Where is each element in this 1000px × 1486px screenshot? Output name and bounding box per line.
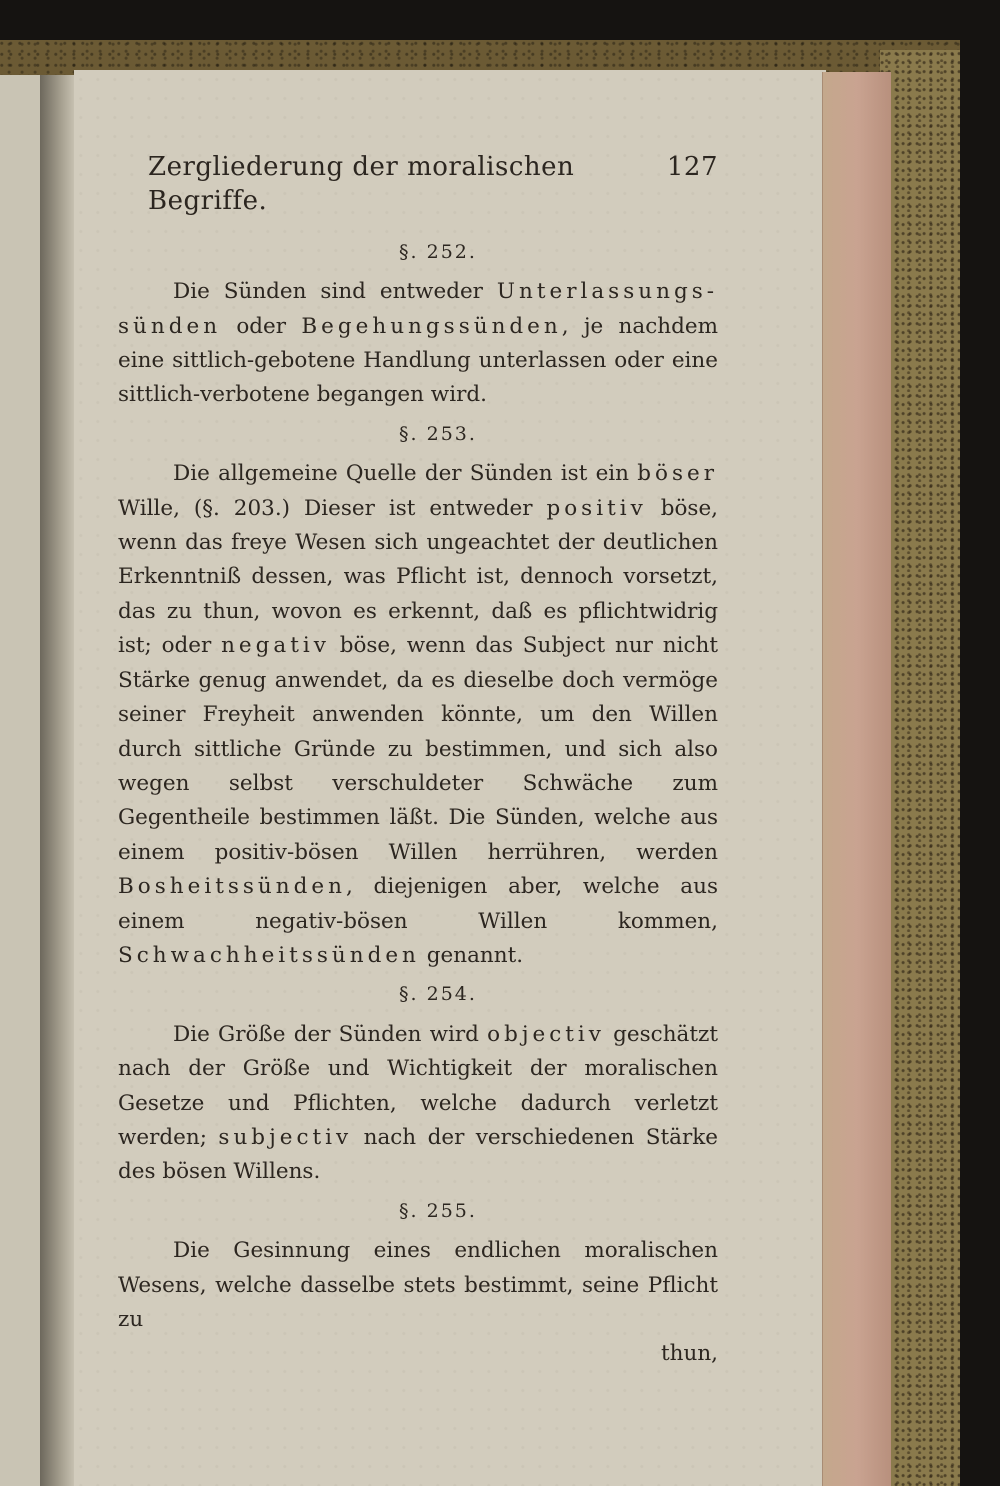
spaced-term: Unterlassungs- — [496, 279, 718, 305]
spaced-term: positiv — [546, 495, 647, 521]
paragraph-text: geschätzt nach der Größe und Wichtigkeit der moralischen Gesetze und Pflichten, welche dadurch verletzt werden; — [118, 1021, 718, 1150]
spaced-term: Begehungssünden — [301, 313, 562, 339]
sections-container — [118, 235, 718, 1338]
section-number: §. 252. — [399, 240, 477, 263]
spaced-term: negativ — [221, 633, 330, 659]
paragraph-text: Die Gesinnung eines endlichen moralischen Wesens, welche dasselbe stets bestimmt, seine Pflicht zu — [118, 1238, 718, 1332]
paragraph-text: , diejenigen aber, welche aus einem negativ-bösen Willen kommen, — [118, 874, 718, 934]
left-page-fragment — [0, 75, 41, 1486]
section-number: §. 253. — [399, 422, 477, 445]
page-edges — [822, 72, 891, 1486]
page-number: 127 — [666, 152, 718, 182]
section-paragraph — [118, 457, 718, 973]
spaced-term: böser — [637, 461, 718, 487]
section-paragraph — [118, 1234, 718, 1337]
paragraph-text: Die Sünden sind entweder — [173, 279, 497, 305]
book-gutter — [40, 75, 74, 1486]
paragraph-text: genannt. — [419, 942, 524, 968]
paragraph-text: Wille, (§. 203.) Dieser ist entweder — [118, 495, 547, 521]
catchword: thun, — [660, 1341, 718, 1367]
paragraph-text: nach der verschiedenen Stärke des bösen Willens. — [118, 1124, 718, 1185]
section-paragraph — [118, 275, 718, 413]
paragraph-text: Die allgemeine Quelle der Sünden ist ein — [173, 461, 638, 487]
paragraph-text: oder — [221, 313, 302, 339]
section-number: §. 254. — [399, 983, 477, 1006]
book-cover-edge — [880, 50, 960, 1486]
spaced-term: subjectiv — [218, 1124, 353, 1150]
running-title: Zergliederung der moralischen Begriffe. — [148, 152, 575, 217]
paragraph-text: böse, wenn das freye Wesen sich ungeachtet der deutlichen Erkenntniß dessen, was Pflicht ist, dennoch vorsetzt, das zu thun, wovon es erkennt, daß es pflichtwidrig ist; oder — [118, 495, 718, 659]
paragraph-text: , je nachdem eine sittlich-gebotene Handlung unterlassen oder eine sittlich-verbotene begangen wird. — [118, 313, 718, 408]
paragraph-text: böse, wenn das Subject nur nicht Stärke genug anwendet, da es dieselbe doch vermöge seiner Freyheit anwenden könnte, um den Willen durch sittliche Gründe zu bestimmen, und sich also wegen selbst verschuldeter Schwäche zum Gegentheile bestimmen läßt. Die Sünden, welche aus einem positiv-bösen Willen herrühren, werden — [118, 633, 718, 865]
page-text-block — [118, 150, 718, 1372]
spaced-term: Bosheitssünden — [118, 874, 346, 900]
running-header — [148, 150, 718, 219]
spaced-term: sünden — [118, 313, 222, 339]
section-number: §. 255. — [399, 1199, 477, 1222]
spaced-term: Schwachheitssünden — [118, 942, 420, 968]
spaced-term: objectiv — [487, 1021, 605, 1047]
paragraph-text: Die Größe der Sünden wird — [173, 1021, 488, 1047]
section-paragraph — [118, 1018, 718, 1190]
